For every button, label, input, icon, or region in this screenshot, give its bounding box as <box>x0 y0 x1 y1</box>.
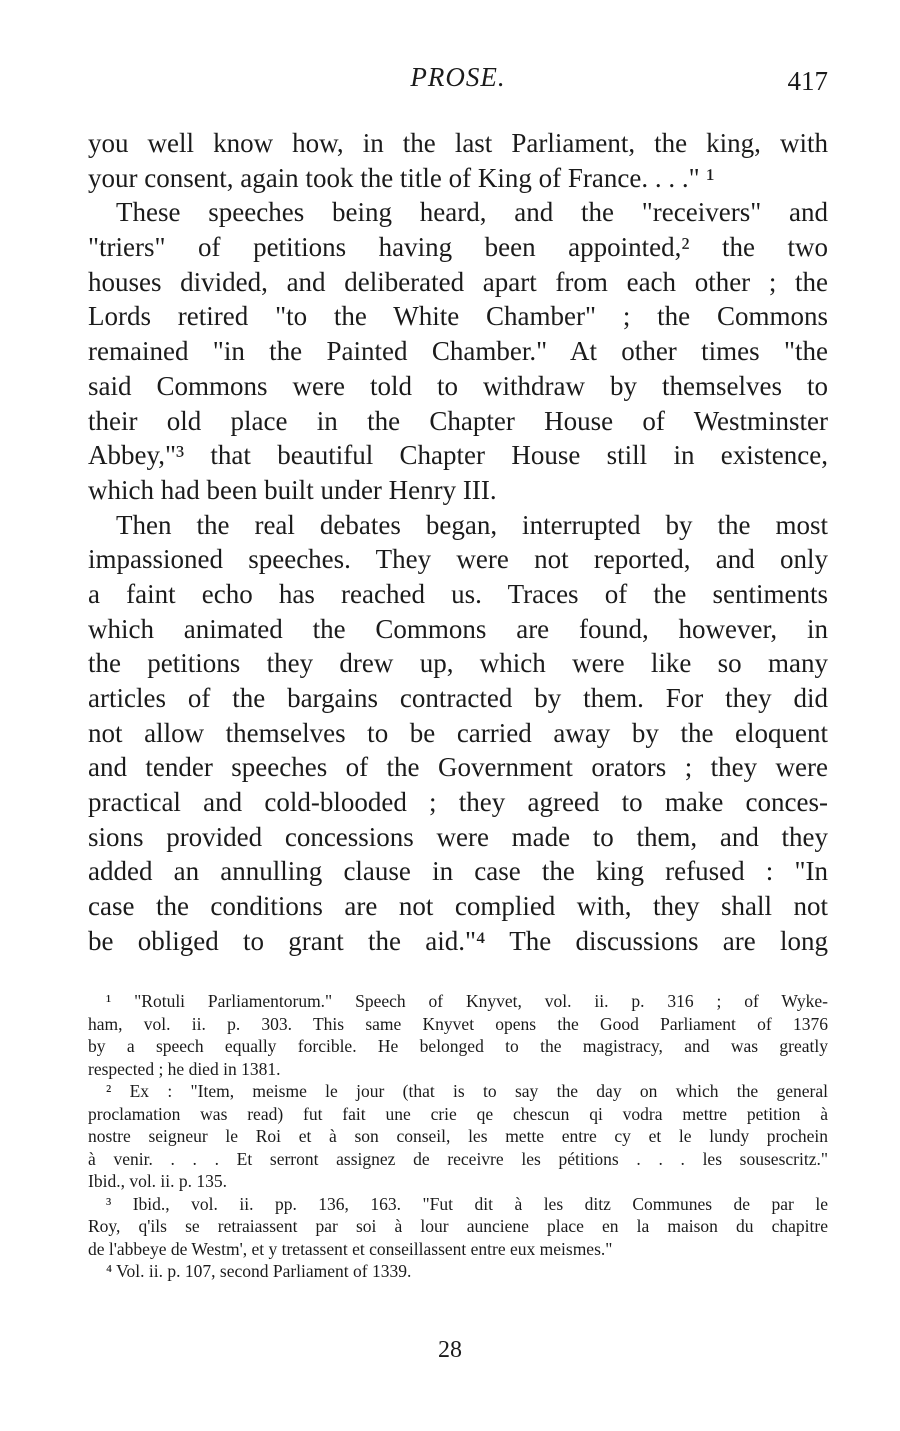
body-line: not allow themselves to be carried away by the eloquent <box>88 717 828 748</box>
body-line: sions provided concessions were made to them, and they <box>88 821 828 852</box>
running-title: PROSE. <box>410 62 506 92</box>
footnotes <box>88 990 828 1283</box>
footnote-line: by a speech equally forcible. He belonged to the magistracy, and was greatly <box>88 1036 828 1056</box>
footnote-line: ³ Ibid., vol. ii. pp. 136, 163. "Fut dit à les ditz Communes de par le <box>106 1193 828 1214</box>
body-line: their old place in the Chapter House of Westminster <box>88 405 828 436</box>
body-line: added an annulling clause in case the king refused : "In <box>88 856 828 887</box>
body-line: Then the real debates began, interrupted by the most <box>116 509 828 540</box>
body-line: These speeches being heard, and the "receivers" and <box>116 197 828 228</box>
body-line: houses divided, and deliberated apart from each other ; the <box>88 266 828 297</box>
body-line: said Commons were told to withdraw by themselves to <box>88 370 828 401</box>
footnote-line: ¹ "Rotuli Parliamentorum." Speech of Knyvet, vol. ii. p. 316 ; of Wyke- <box>106 991 828 1011</box>
body-line: Abbey,"³ that beautiful Chapter House still in existence, <box>88 440 828 471</box>
body-line: which had been built under Henry III. <box>88 474 497 505</box>
footnote-line: proclamation was read) fut fait une crie qe chescun qi vodra mettre petition à <box>88 1103 828 1124</box>
body-line: the petitions they drew up, which were like so many <box>88 648 828 679</box>
footnote-line: Roy, q'ils se retraiassent par soi à lour aunciene place en la maison du chapitre <box>88 1216 828 1236</box>
footnote-line: à venir. . . . Et serront assignez de receivre les pétitions . . . les sousescritz." <box>88 1148 828 1169</box>
body-line: case the conditions are not complied with, they shall not <box>88 891 828 922</box>
body-line: which animated the Commons are found, however, in <box>88 613 828 644</box>
body-line: impassioned speeches. They were not reported, and only <box>88 544 828 575</box>
body-line: "triers" of petitions having been appointed,² the two <box>88 232 828 263</box>
body-line: practical and cold-blooded ; they agreed to make conces- <box>88 787 828 818</box>
body-text <box>88 126 828 959</box>
body-line: articles of the bargains contracted by them. For they did <box>88 683 828 713</box>
footnote-line: ham, vol. ii. p. 303. This same Knyvet opens the Good Parliament of 1376 <box>88 1013 828 1034</box>
body-line: and tender speeches of the Government orators ; they were <box>88 752 828 783</box>
footnote-line: ⁴ Vol. ii. p. 107, second Parliament of 1339. <box>106 1261 412 1281</box>
footnote-line: respected ; he died in 1381. <box>88 1058 281 1079</box>
body-line: be obliged to grant the aid."⁴ The discussions are long <box>88 925 828 956</box>
body-line: a faint echo has reached us. Traces of the sentiments <box>88 578 828 609</box>
footnote-line: de l'abbeye de Westm', et y tretassent et conseillassent entre eux meismes." <box>88 1238 613 1259</box>
body-line: your consent, again took the title of King of France. . . ." ¹ <box>88 162 715 193</box>
page-header <box>88 62 828 102</box>
page-number: 417 <box>787 66 828 96</box>
body-line: Lords retired "to the White Chamber" ; the Commons <box>88 301 828 332</box>
footnote-line: ² Ex : "Item, meisme le jour (that is to say the day on which the general <box>106 1081 828 1101</box>
signature-mark: 28 <box>438 1337 462 1363</box>
body-line: you well know how, in the last Parliament, the king, with <box>88 128 828 158</box>
footnote-line: nostre seigneur le Roi et à son conseil, les mette entre cy et le lundy prochein <box>88 1126 828 1146</box>
body-line: remained "in the Painted Chamber." At other times "the <box>88 336 828 367</box>
footnote-line: Ibid., vol. ii. p. 135. <box>88 1171 228 1191</box>
